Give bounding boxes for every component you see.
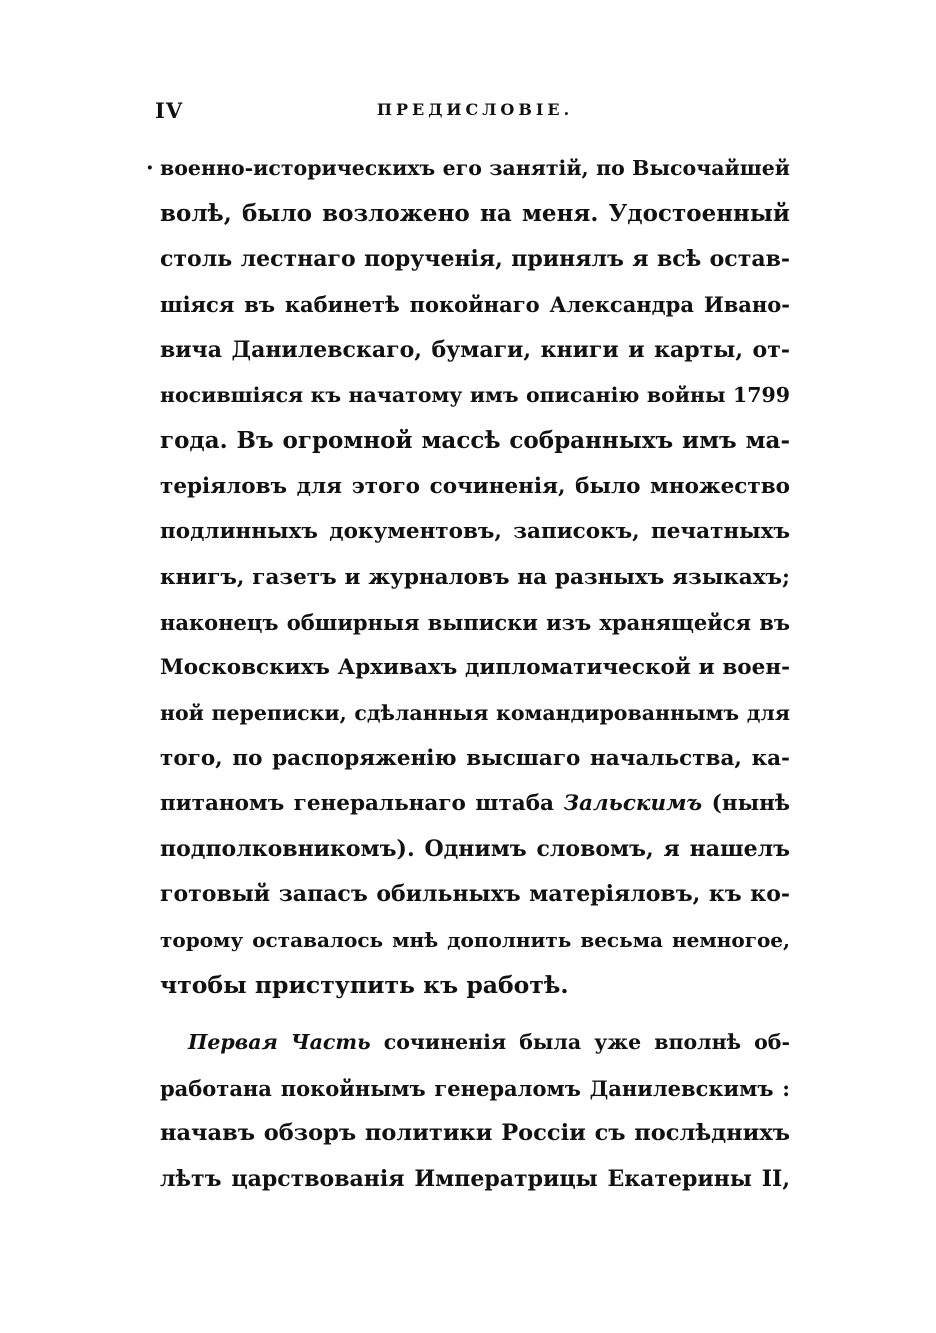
paragraph-1 bbox=[160, 146, 790, 1008]
text-run: сочиненія была уже вполнѣ об- bbox=[370, 1030, 790, 1055]
text-line: готовый запасъ обильныхъ матеріяловъ, къ ко- bbox=[160, 881, 790, 908]
text-line: столь лестнаго порученія, принялъ я всѣ остав- bbox=[160, 245, 790, 272]
text-line: носившіяся къ начатому имъ описанію войны 1799 bbox=[160, 382, 790, 407]
italic-name: Зальскимъ bbox=[563, 791, 703, 817]
text-line: шіяся въ кабинетѣ покойнаго Александра Ивано- bbox=[160, 292, 790, 318]
text-line: наконецъ обширныя выписки изъ хранящейся въ bbox=[160, 609, 790, 635]
text-line: года. Въ огромной массѣ собранныхъ имъ ма- bbox=[160, 427, 790, 455]
paragraph-gap bbox=[160, 1008, 790, 1020]
text-line: подполковникомъ). Однимъ словомъ, я нашелъ bbox=[160, 835, 790, 862]
text-line: вича Данилевскаго, бумаги, книги и карты, от- bbox=[160, 336, 790, 363]
body-text bbox=[160, 146, 790, 1202]
text-line: волѣ, было возложено на меня. Удостоенный bbox=[160, 200, 790, 228]
text-line: книгъ, газетъ и журналовъ на разныхъ языкахъ; bbox=[160, 564, 790, 590]
stray-mark: · bbox=[146, 155, 154, 181]
text-run: (нынѣ bbox=[702, 791, 790, 817]
text-line: лѣтъ царствованія Императрицы Екатерины II, bbox=[160, 1165, 790, 1192]
text-line: чтобы приступить къ работѣ. bbox=[160, 971, 569, 1000]
running-head bbox=[155, 98, 795, 128]
text-line bbox=[160, 1020, 790, 1065]
text-line: того, по распоряженію высшаго начальства, ка- bbox=[160, 746, 790, 772]
text-line: Московскихъ Архивахъ дипломатической и воен- bbox=[160, 655, 790, 681]
text-line: торому оставалось мнѣ дополнить весьма немногое, bbox=[160, 927, 790, 952]
paragraph-2 bbox=[160, 1020, 790, 1202]
text-line: ной переписки, сдѣланныя командированнымъ для bbox=[160, 700, 790, 725]
text-line: военно-историческихъ его занятій, по Высочайшей bbox=[160, 156, 790, 180]
page-number: IV bbox=[155, 98, 184, 123]
text-line bbox=[160, 781, 790, 826]
italic-phrase: Первая Часть bbox=[188, 1030, 371, 1055]
running-title: ПРЕДИСЛОВІЕ. bbox=[376, 100, 574, 119]
text-line: теріяловъ для этого сочиненія, было множество bbox=[160, 473, 790, 499]
text-run: питаномъ генеральнаго штаба bbox=[160, 791, 564, 817]
text-line: начавъ обзоръ политики Россіи съ послѣднихъ bbox=[160, 1120, 790, 1147]
text-line: работана покойнымъ генераломъ Данилевскимъ : bbox=[160, 1075, 790, 1101]
text-line: подлинныхъ документовъ, записокъ, печатныхъ bbox=[160, 519, 790, 545]
